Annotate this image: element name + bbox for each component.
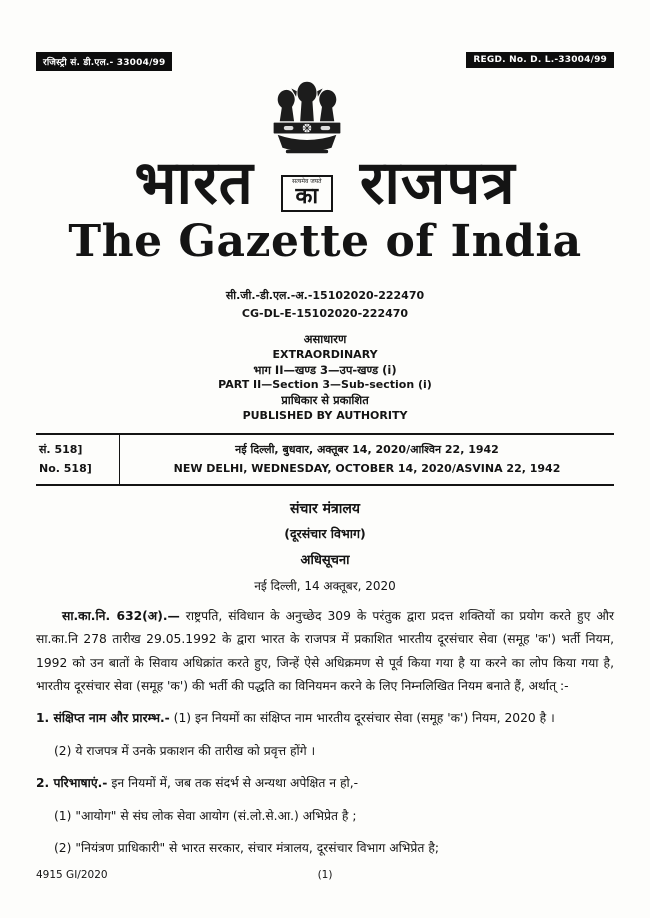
issue-number-cell	[36, 435, 120, 485]
extraordinary-hindi: असाधारण	[303, 332, 347, 347]
rule-1-title: 1. संक्षिप्त नाम और प्रारम्भ.-	[36, 711, 170, 726]
rule-2-text: इन नियमों में, जब तक संदर्भ से अन्यथा अपेक्षित न हो,-	[107, 776, 359, 791]
notification-place-date: नई दिल्ली, 14 अक्तूबर, 2020	[254, 579, 396, 594]
registry-number-hindi: रजिस्ट्री सं. डी.एल.- 33004/99	[36, 52, 172, 71]
motto-text: सत्यमेव जयते	[292, 178, 322, 185]
rule-1-text: (1) इन नियमों का संक्षिप्त नाम भारतीय दूरसंचार सेवा (समूह 'क') नियम, 2020 है ।	[169, 711, 555, 726]
rule-2-sub-2: (2) "नियंत्रण प्राधिकारी" से भारत सरकार, संचार मंत्रालय, दूरसंचार विभाग अभिप्रेत है;	[54, 840, 440, 855]
notification-text: राष्ट्रपति, संविधान के अनुच्छेद 309 के परंतुक द्वारा प्रदत्त शक्तियों का प्रयोग करते हुए और सा.का.नि 278 तारीख 29.05.1992 के द्वारा भारत के राजपत्र में प्रकाशित भारतीय दूरसंचार सेवा (समूह 'क') भर्ती नियम, 1992 को उन बातों के सिवाय अधिक्रांत करते हुए, जिन्हें ऐसे अधिक्रमण से पूर्व किया गया है या करने का लोप किया गया है, भारतीय दूरसंचार सेवा (समूह 'क') की भर्ती की पद्धति का विनियमन करने के लिए निम्नलिखित नियम बनाते हैं, अर्थात् :-	[36, 609, 614, 694]
department-name: (दूरसंचार विभाग)	[284, 526, 366, 542]
issue-number-english: No. 518]	[39, 461, 92, 475]
gsr-number: सा.का.नि. 632(अ).—	[62, 609, 180, 624]
issue-dateline-english: NEW DELHI, WEDNESDAY, OCTOBER 14, 2020/ASVINA 22, 1942	[173, 461, 561, 475]
rule-1	[36, 707, 614, 730]
publication-block	[36, 332, 614, 423]
emblem-column	[266, 79, 348, 212]
ministry-name: संचार मंत्रालय	[290, 501, 360, 518]
authority-hindi: प्राधिकार से प्रकाशित	[281, 393, 369, 408]
masthead-word-bharat: भारत	[134, 148, 254, 219]
registry-number-english: REGD. No. D. L.-33004/99	[466, 52, 614, 68]
authority-english: PUBLISHED BY AUTHORITY	[242, 408, 408, 422]
issue-info-table	[36, 433, 614, 487]
extraordinary-english: EXTRAORDINARY	[272, 347, 378, 361]
rule-2-sub-1: (1) "आयोग" से संघ लोक सेवा आयोग (सं.लो.से.आ.) अभिप्रेत है ;	[54, 808, 357, 823]
notification-body	[36, 605, 614, 869]
notification-label: अधिसूचना	[300, 553, 350, 569]
notice-heading-block	[36, 499, 614, 594]
gazette-codes	[36, 287, 614, 322]
page-footer	[36, 869, 614, 881]
notification-paragraph	[36, 605, 614, 698]
print-code: 4915 GI/2020	[36, 869, 108, 882]
gazette-code-hindi: सी.जी.-डी.एल.-अ.-15102020-222470	[225, 289, 425, 303]
part-section-hindi: भाग II—खण्ड 3—उप-खण्ड (i)	[253, 362, 397, 377]
masthead-word-rajpatra: राजपत्र	[359, 148, 516, 219]
masthead-ka-box	[281, 175, 332, 212]
national-emblem-icon	[266, 79, 348, 173]
gazette-title-english: The Gazette of India	[68, 216, 582, 268]
issue-dateline-cell	[120, 435, 614, 485]
registry-row	[36, 52, 614, 71]
page-number: (1)	[317, 869, 333, 882]
rule-1-sub-2: (2) ये राजपत्र में उनके प्रकाशन की तारीख को प्रवृत्त होंगे ।	[54, 743, 316, 758]
masthead-word-ka: का	[295, 184, 319, 210]
gazette-code-english: CG-DL-E-15102020-222470	[241, 306, 409, 320]
issue-dateline-hindi: नई दिल्ली, बुधवार, अक्तूबर 14, 2020/आश्विन 22, 1942	[235, 442, 499, 456]
rule-2	[36, 772, 614, 795]
masthead	[36, 79, 614, 219]
rule-2-title: 2. परिभाषाएं.-	[36, 776, 108, 791]
issue-number-hindi: सं. 518]	[39, 442, 83, 456]
part-section-english: PART II—Section 3—Sub-section (i)	[218, 378, 432, 392]
